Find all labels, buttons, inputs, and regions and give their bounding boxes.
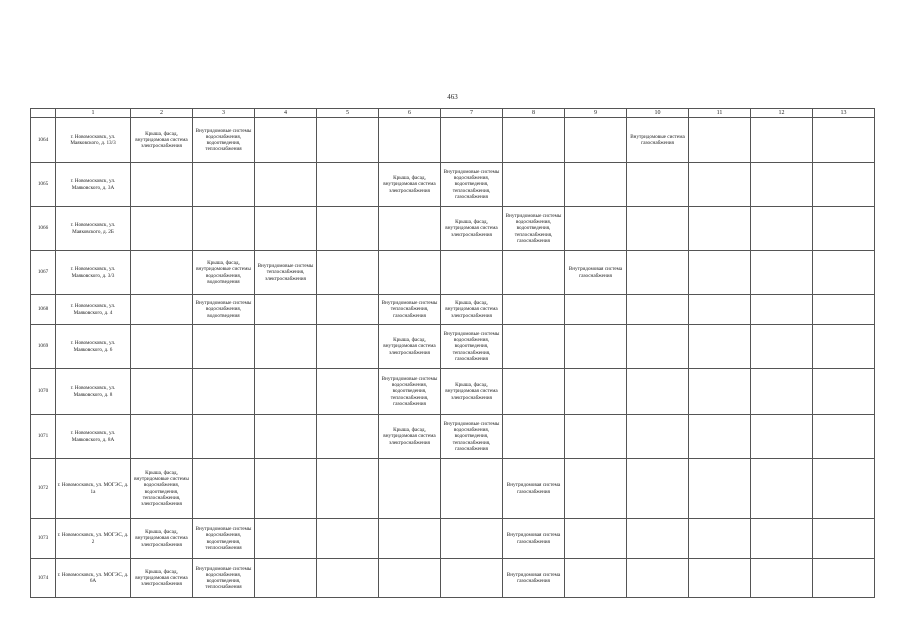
work-cell: Крыша, фасад, внутридомовая система электроснабжения xyxy=(131,559,193,598)
work-cell: Внутридомовая система газоснабжения xyxy=(503,459,565,519)
work-cell: Внутридомовые системы водоснабжения, водоотведения, теплоснабжения, газоснабжения xyxy=(441,163,503,207)
header-cell-blank xyxy=(31,109,56,118)
table-row xyxy=(31,559,875,598)
work-cell: Внутридомовые системы теплоснабжения, газоснабжения xyxy=(379,295,441,325)
work-cell xyxy=(689,163,751,207)
work-cell xyxy=(627,519,689,559)
work-cell xyxy=(379,251,441,295)
work-cell xyxy=(131,369,193,415)
work-cell: Крыша, фасад, внутридомовая система электроснабжения xyxy=(441,369,503,415)
work-cell: Внутридомовые системы теплоснабжения, электроснабжения xyxy=(255,251,317,295)
work-cell xyxy=(751,325,813,369)
work-cell: Крыша, фасад, внутридомовая система электроснабжения xyxy=(379,415,441,459)
work-cell xyxy=(627,459,689,519)
work-cell xyxy=(255,118,317,163)
column-header: 11 xyxy=(689,109,751,118)
work-cell xyxy=(317,207,379,251)
work-cell xyxy=(379,459,441,519)
address-cell: г. Новомосковск, ул. МОГЭС, д. 6А xyxy=(56,559,131,598)
work-cell xyxy=(689,295,751,325)
work-cell xyxy=(751,559,813,598)
row-number: 1069 xyxy=(31,325,56,369)
work-cell xyxy=(689,118,751,163)
work-cell xyxy=(317,251,379,295)
work-cell xyxy=(627,295,689,325)
column-header: 7 xyxy=(441,109,503,118)
row-number: 1065 xyxy=(31,163,56,207)
work-cell xyxy=(813,118,875,163)
work-cell xyxy=(255,325,317,369)
work-cell xyxy=(751,251,813,295)
work-cell: Внутридомовая система газоснабжения xyxy=(565,251,627,295)
work-cell xyxy=(441,251,503,295)
column-header: 9 xyxy=(565,109,627,118)
work-cell: Внутридомовые системы водоснабжения, водоотведения, теплоснабжения, газоснабжения xyxy=(379,369,441,415)
work-cell xyxy=(317,559,379,598)
work-cell: Внутридомовая система газоснабжения xyxy=(503,559,565,598)
work-cell: Крыша, фасад, внутридомовая система электроснабжения xyxy=(379,325,441,369)
work-cell xyxy=(627,415,689,459)
column-header: 6 xyxy=(379,109,441,118)
work-cell xyxy=(751,415,813,459)
work-cell xyxy=(565,459,627,519)
table-row xyxy=(31,207,875,251)
work-cell xyxy=(317,415,379,459)
table-row xyxy=(31,369,875,415)
work-cell xyxy=(627,325,689,369)
work-cell xyxy=(131,251,193,295)
row-number: 1072 xyxy=(31,459,56,519)
work-cell xyxy=(751,163,813,207)
work-cell xyxy=(441,519,503,559)
work-cell xyxy=(751,459,813,519)
work-cell xyxy=(751,118,813,163)
work-cell xyxy=(813,519,875,559)
work-cell xyxy=(627,369,689,415)
table-row xyxy=(31,251,875,295)
address-cell: г. Новомосковск, ул. МОГЭС, д. 2 xyxy=(56,519,131,559)
row-number: 1064 xyxy=(31,118,56,163)
work-cell xyxy=(565,559,627,598)
row-number: 1066 xyxy=(31,207,56,251)
work-cell xyxy=(503,163,565,207)
row-number: 1073 xyxy=(31,519,56,559)
work-cell xyxy=(751,369,813,415)
work-cell xyxy=(317,369,379,415)
work-cell xyxy=(441,459,503,519)
work-cell xyxy=(503,415,565,459)
work-cell xyxy=(503,251,565,295)
work-cell xyxy=(131,163,193,207)
work-cell xyxy=(193,369,255,415)
work-cell xyxy=(813,415,875,459)
work-cell: Внутридомовые системы водоснабжения, водоотведения, теплоснабжения xyxy=(193,559,255,598)
work-cell xyxy=(565,118,627,163)
work-cell xyxy=(193,325,255,369)
work-cell xyxy=(627,163,689,207)
address-cell: г. Новомосковск, ул. Маяковского, д. 4 xyxy=(56,295,131,325)
work-cell xyxy=(503,295,565,325)
work-cell: Внутридомовые системы водоснабжения, водоотведения, теплоснабжения xyxy=(193,519,255,559)
column-header: 4 xyxy=(255,109,317,118)
work-cell xyxy=(255,295,317,325)
work-cell xyxy=(255,207,317,251)
work-cell xyxy=(131,325,193,369)
table-row xyxy=(31,295,875,325)
address-cell: г. Новомосковск, ул. Маяковского, д. 13/3 xyxy=(56,118,131,163)
work-cell: Крыша, фасад, внутридомовая система электроснабжения xyxy=(441,207,503,251)
work-cell xyxy=(813,251,875,295)
work-cell xyxy=(503,325,565,369)
work-cell: Крыша, фасад, внутридомовые системы водоснабжения, водоотведения xyxy=(193,251,255,295)
work-cell: Крыша, фасад, внутридомовая система электроснабжения xyxy=(131,519,193,559)
column-header: 1 xyxy=(56,109,131,118)
work-cell xyxy=(689,559,751,598)
work-cell xyxy=(813,163,875,207)
work-cell xyxy=(317,118,379,163)
row-number: 1070 xyxy=(31,369,56,415)
work-cell xyxy=(131,415,193,459)
work-cell xyxy=(813,207,875,251)
work-cell xyxy=(813,369,875,415)
table-row xyxy=(31,415,875,459)
table-row xyxy=(31,325,875,369)
work-cell xyxy=(317,295,379,325)
work-cell xyxy=(379,559,441,598)
address-cell: г. Новомосковск, ул. Маяковского, д. 3/3 xyxy=(56,251,131,295)
work-cell: Крыша, фасад, внутридомовые системы водоснабжения, водоотведения, теплоснабжения, электроснабжения xyxy=(131,459,193,519)
work-cell xyxy=(193,163,255,207)
work-cell xyxy=(751,519,813,559)
column-header: 8 xyxy=(503,109,565,118)
column-header: 13 xyxy=(813,109,875,118)
table-row xyxy=(31,163,875,207)
work-cell: Внутридомовые система газоснабжения xyxy=(627,118,689,163)
work-cell: Внутридомовые системы водоснабжения, водоотведения, теплоснабжения, газоснабжения xyxy=(503,207,565,251)
work-cell xyxy=(565,415,627,459)
column-header: 2 xyxy=(131,109,193,118)
address-cell: г. Новомосковск, ул. Маяковского, д. 8А xyxy=(56,415,131,459)
address-cell: г. Новомосковск, ул. Маяковского, д. 6 xyxy=(56,325,131,369)
table-row xyxy=(31,118,875,163)
work-cell xyxy=(751,207,813,251)
work-cell xyxy=(441,118,503,163)
page-number: 463 xyxy=(447,93,458,101)
work-cell xyxy=(627,251,689,295)
work-cell xyxy=(565,325,627,369)
work-cell xyxy=(689,369,751,415)
work-cell xyxy=(565,519,627,559)
work-cell xyxy=(813,459,875,519)
work-cell xyxy=(193,207,255,251)
row-number: 1071 xyxy=(31,415,56,459)
work-cell xyxy=(813,559,875,598)
work-cell xyxy=(689,519,751,559)
work-cell xyxy=(255,415,317,459)
address-cell: г. Новомосковск, ул. Маяковского, д. 8 xyxy=(56,369,131,415)
work-cell: Внутридомовая система газоснабжения xyxy=(503,519,565,559)
address-cell: г. Новомосковск, ул. Маяковского, д. 2Б xyxy=(56,207,131,251)
work-cell xyxy=(627,207,689,251)
work-cell xyxy=(317,163,379,207)
work-cell xyxy=(131,207,193,251)
work-cell xyxy=(689,459,751,519)
work-cell xyxy=(751,295,813,325)
row-number: 1068 xyxy=(31,295,56,325)
work-cell xyxy=(255,559,317,598)
work-cell xyxy=(813,295,875,325)
work-cell xyxy=(689,207,751,251)
column-header: 12 xyxy=(751,109,813,118)
column-header: 5 xyxy=(317,109,379,118)
address-cell: г. Новомосковск, ул. Маяковского, д. 3А xyxy=(56,163,131,207)
work-cell xyxy=(317,459,379,519)
column-header: 3 xyxy=(193,109,255,118)
row-number: 1067 xyxy=(31,251,56,295)
work-cell xyxy=(565,295,627,325)
work-cell xyxy=(689,325,751,369)
table-row xyxy=(31,519,875,559)
work-cell xyxy=(379,118,441,163)
work-cell xyxy=(503,369,565,415)
work-cell xyxy=(317,519,379,559)
work-cell: Крыша, фасад, внутридомовая система электроснабжения xyxy=(131,118,193,163)
work-cell xyxy=(565,163,627,207)
work-cell xyxy=(689,251,751,295)
work-cell xyxy=(255,369,317,415)
work-cell xyxy=(317,325,379,369)
work-cell xyxy=(131,295,193,325)
work-cell xyxy=(565,369,627,415)
register-table xyxy=(30,108,875,598)
header-row xyxy=(31,109,875,118)
work-cell xyxy=(379,207,441,251)
work-cell: Внутридомовые системы водоснабжения, водоотведения, теплоснабжения, газоснабжения xyxy=(441,415,503,459)
work-cell: Внутридомовые системы водоснабжения, водоотведения xyxy=(193,295,255,325)
work-cell xyxy=(441,559,503,598)
work-cell: Внутридомовые системы водоснабжения, водоотведения, теплоснабжения xyxy=(193,118,255,163)
work-cell xyxy=(193,459,255,519)
work-cell xyxy=(565,207,627,251)
address-cell: г. Новомосковск, ул. МОГЭС, д. 1а xyxy=(56,459,131,519)
work-cell xyxy=(689,415,751,459)
table-body xyxy=(31,118,875,598)
work-cell: Крыша, фасад, внутридомовая система электроснабжения xyxy=(441,295,503,325)
column-header: 10 xyxy=(627,109,689,118)
work-cell xyxy=(813,325,875,369)
table-row xyxy=(31,459,875,519)
work-cell xyxy=(255,459,317,519)
work-cell xyxy=(193,415,255,459)
work-cell: Крыша, фасад, внутридомовая система электроснабжения xyxy=(379,163,441,207)
work-cell: Внутридомовые системы водоснабжения, водоотведения, теплоснабжения, газоснабжения xyxy=(441,325,503,369)
work-cell xyxy=(255,163,317,207)
work-cell xyxy=(503,118,565,163)
work-cell xyxy=(379,519,441,559)
row-number: 1074 xyxy=(31,559,56,598)
work-cell xyxy=(255,519,317,559)
work-cell xyxy=(627,559,689,598)
